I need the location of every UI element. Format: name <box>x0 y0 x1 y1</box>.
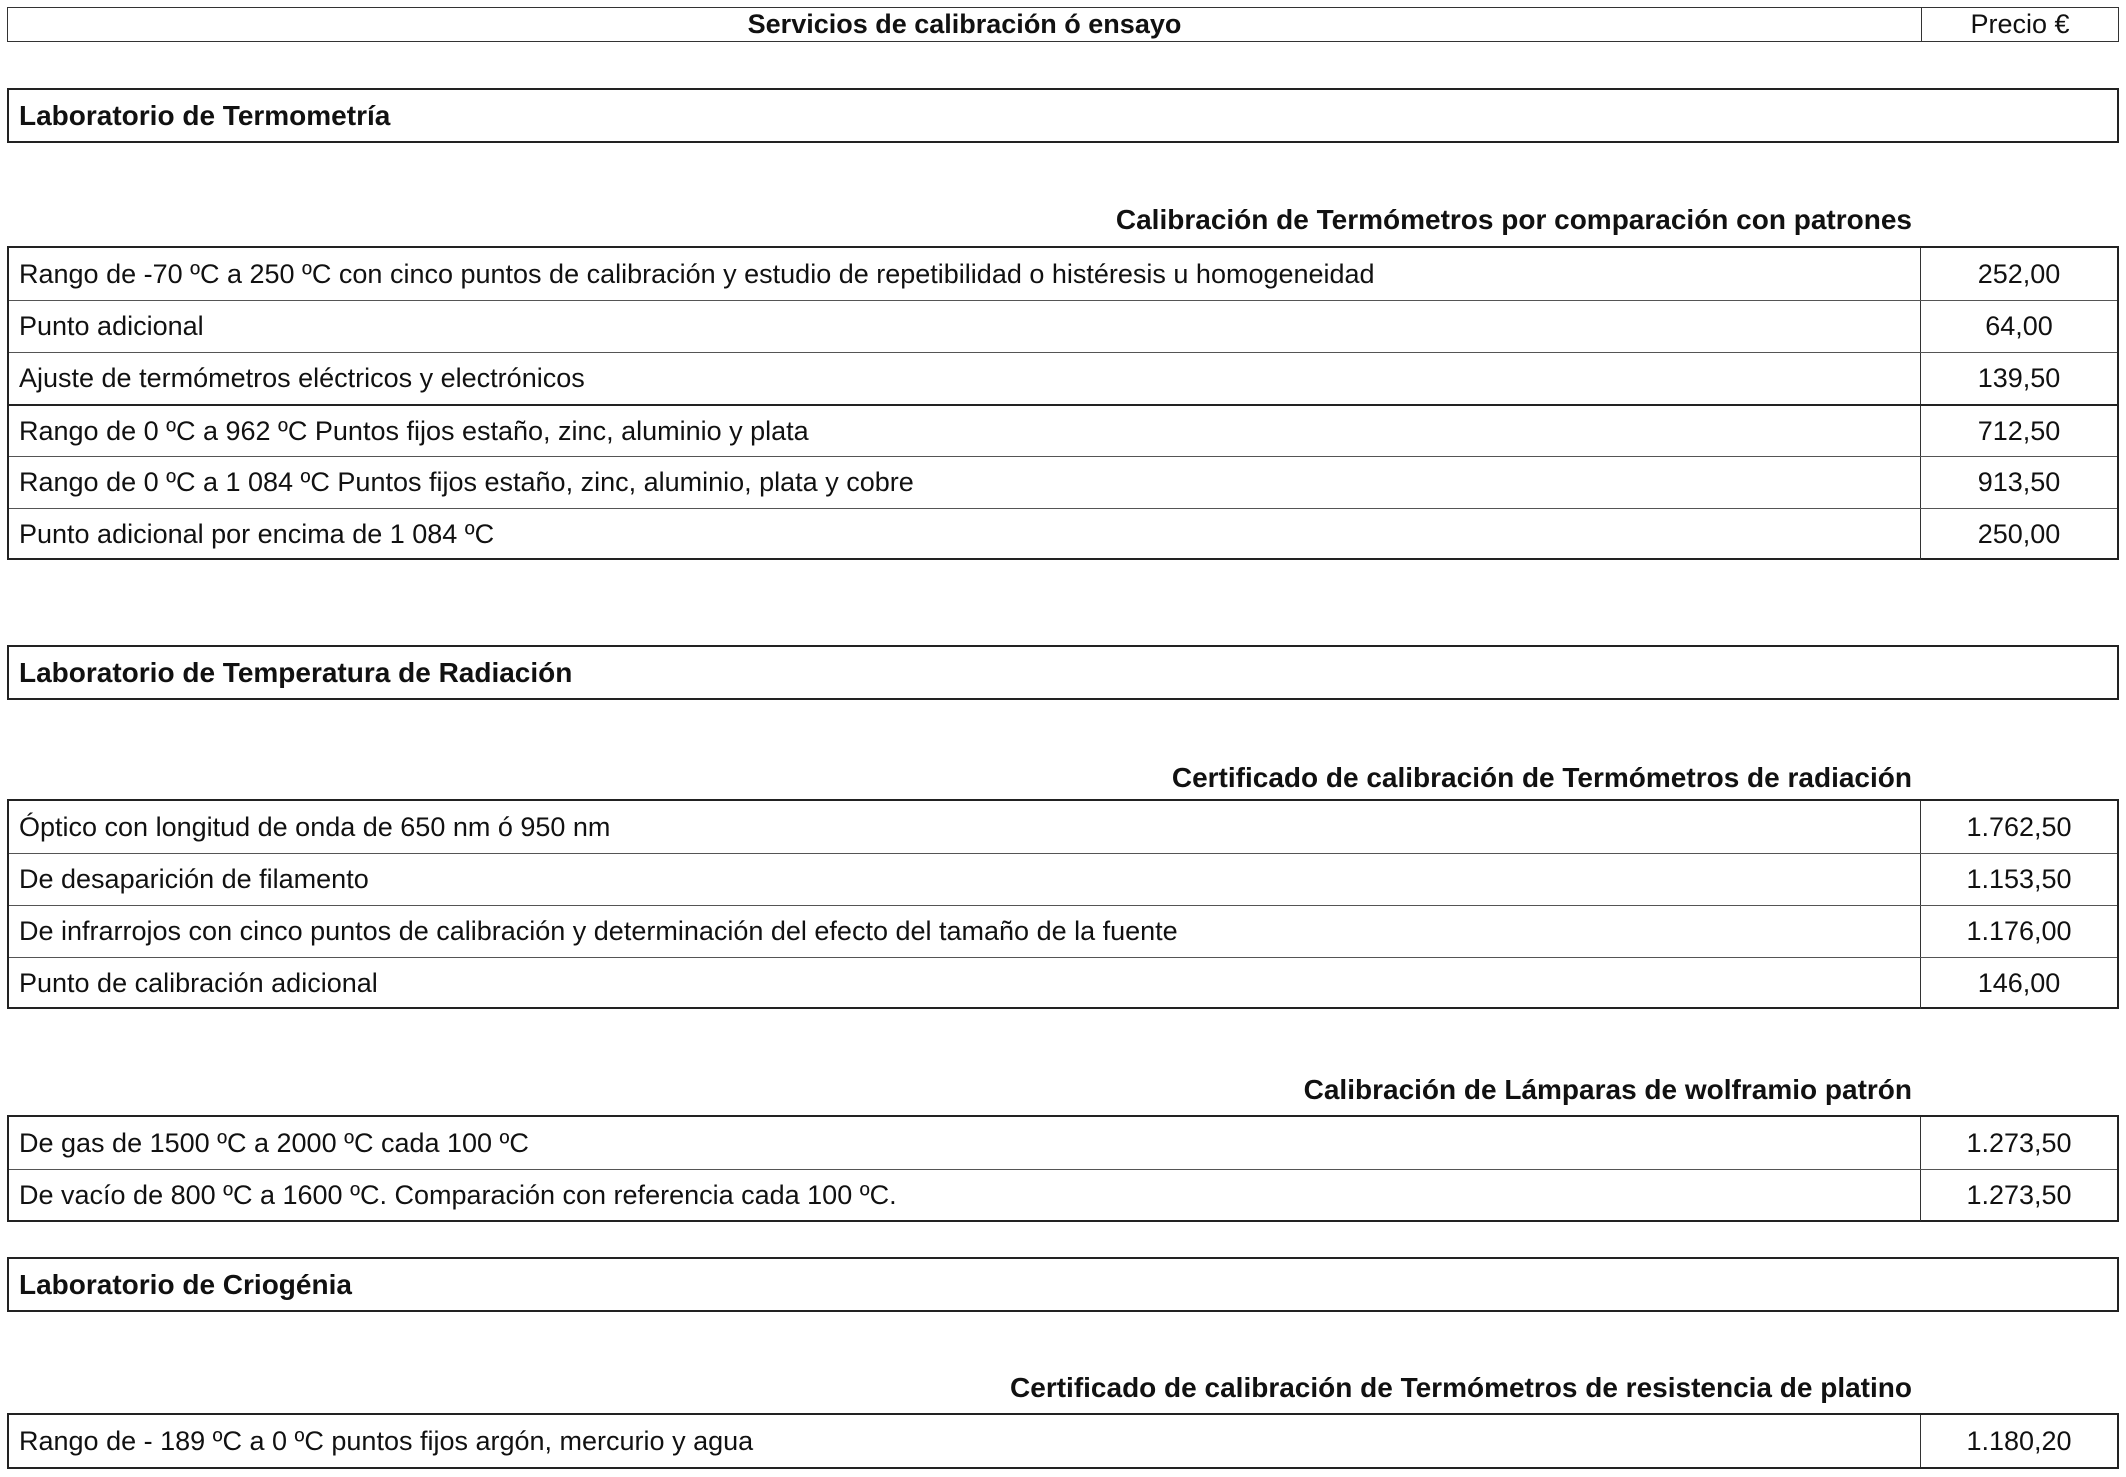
group-title: Certificado de calibración de Termómetros de radiación <box>1171 762 1912 793</box>
service-price: 139,50 <box>1920 353 2117 404</box>
lab-heading-criogenia <box>7 1257 2119 1312</box>
service-table <box>7 1115 2119 1222</box>
service-description: Rango de 0 ºC a 962 ºC Puntos fijos estaño, zinc, aluminio y plata <box>19 415 809 446</box>
service-description: De desaparición de filamento <box>19 864 369 894</box>
service-description: Punto de calibración adicional <box>19 968 378 998</box>
service-description: Óptico con longitud de onda de 650 nm ó 950 nm <box>19 811 611 842</box>
table-row <box>9 404 2117 456</box>
service-description: Punto adicional por encima de 1 084 ºC <box>19 519 495 549</box>
service-description: Rango de - 189 ºC a 0 ºC puntos fijos argón, mercurio y agua <box>19 1425 754 1456</box>
service-description: De infrarrojos con cinco puntos de calibración y determinación del efecto del tamaño de la fuente <box>19 916 1178 946</box>
lab-title: Laboratorio de Temperatura de Radiación <box>19 656 573 688</box>
lab-heading-radiacion <box>7 645 2119 700</box>
lab-title: Laboratorio de Termometría <box>19 99 391 131</box>
table-row <box>9 508 2117 560</box>
table-row <box>9 853 2117 905</box>
service-table <box>7 799 2119 1009</box>
table-row <box>9 801 2117 853</box>
group-title: Calibración de Termómetros por comparación con patrones <box>1115 204 1912 235</box>
service-table <box>7 246 2119 560</box>
header-row <box>7 7 2119 42</box>
table-row <box>9 456 2117 508</box>
service-description: De gas de 1500 ºC a 2000 ºC cada 100 ºC <box>19 1127 529 1158</box>
table-row <box>9 1169 2117 1221</box>
service-price: 250,00 <box>1920 509 2117 560</box>
service-price: 146,00 <box>1920 958 2117 1009</box>
service-price: 64,00 <box>1920 301 2117 352</box>
header-price: Precio € <box>1921 8 2118 41</box>
header-description: Servicios de calibración ó ensayo <box>747 9 1182 39</box>
table-row <box>9 1117 2117 1169</box>
table-row <box>9 352 2117 404</box>
service-description: Rango de 0 ºC a 1 084 ºC Puntos fijos estaño, zinc, aluminio, plata y cobre <box>19 467 914 497</box>
table-row <box>9 248 2117 300</box>
service-description: De vacío de 800 ºC a 1600 ºC. Comparación con referencia cada 100 ºC. <box>19 1180 897 1210</box>
lab-title: Laboratorio de Criogénia <box>19 1268 352 1300</box>
service-price: 1.273,50 <box>1920 1117 2117 1169</box>
service-price: 1.273,50 <box>1920 1170 2117 1221</box>
table-row <box>9 905 2117 957</box>
service-price: 1.180,20 <box>1920 1415 2117 1467</box>
service-table <box>7 1413 2119 1469</box>
service-price: 252,00 <box>1920 248 2117 300</box>
lab-heading-termometria <box>7 88 2119 143</box>
table-row <box>9 1415 2117 1467</box>
service-price: 1.153,50 <box>1920 854 2117 905</box>
service-price: 1.762,50 <box>1920 801 2117 853</box>
service-price: 712,50 <box>1920 406 2117 456</box>
service-price: 913,50 <box>1920 457 2117 508</box>
service-price: 1.176,00 <box>1920 906 2117 957</box>
table-row <box>9 300 2117 352</box>
group-title: Calibración de Lámparas de wolframio patrón <box>1303 1074 1912 1105</box>
service-description: Ajuste de termómetros eléctricos y electrónicos <box>19 363 585 393</box>
service-description: Rango de -70 ºC a 250 ºC con cinco puntos de calibración y estudio de repetibilidad o histéresis u homogeneidad <box>19 258 1375 289</box>
group-title: Certificado de calibración de Termómetros de resistencia de platino <box>1010 1372 1912 1403</box>
table-row <box>9 957 2117 1009</box>
service-description: Punto adicional <box>19 311 204 341</box>
